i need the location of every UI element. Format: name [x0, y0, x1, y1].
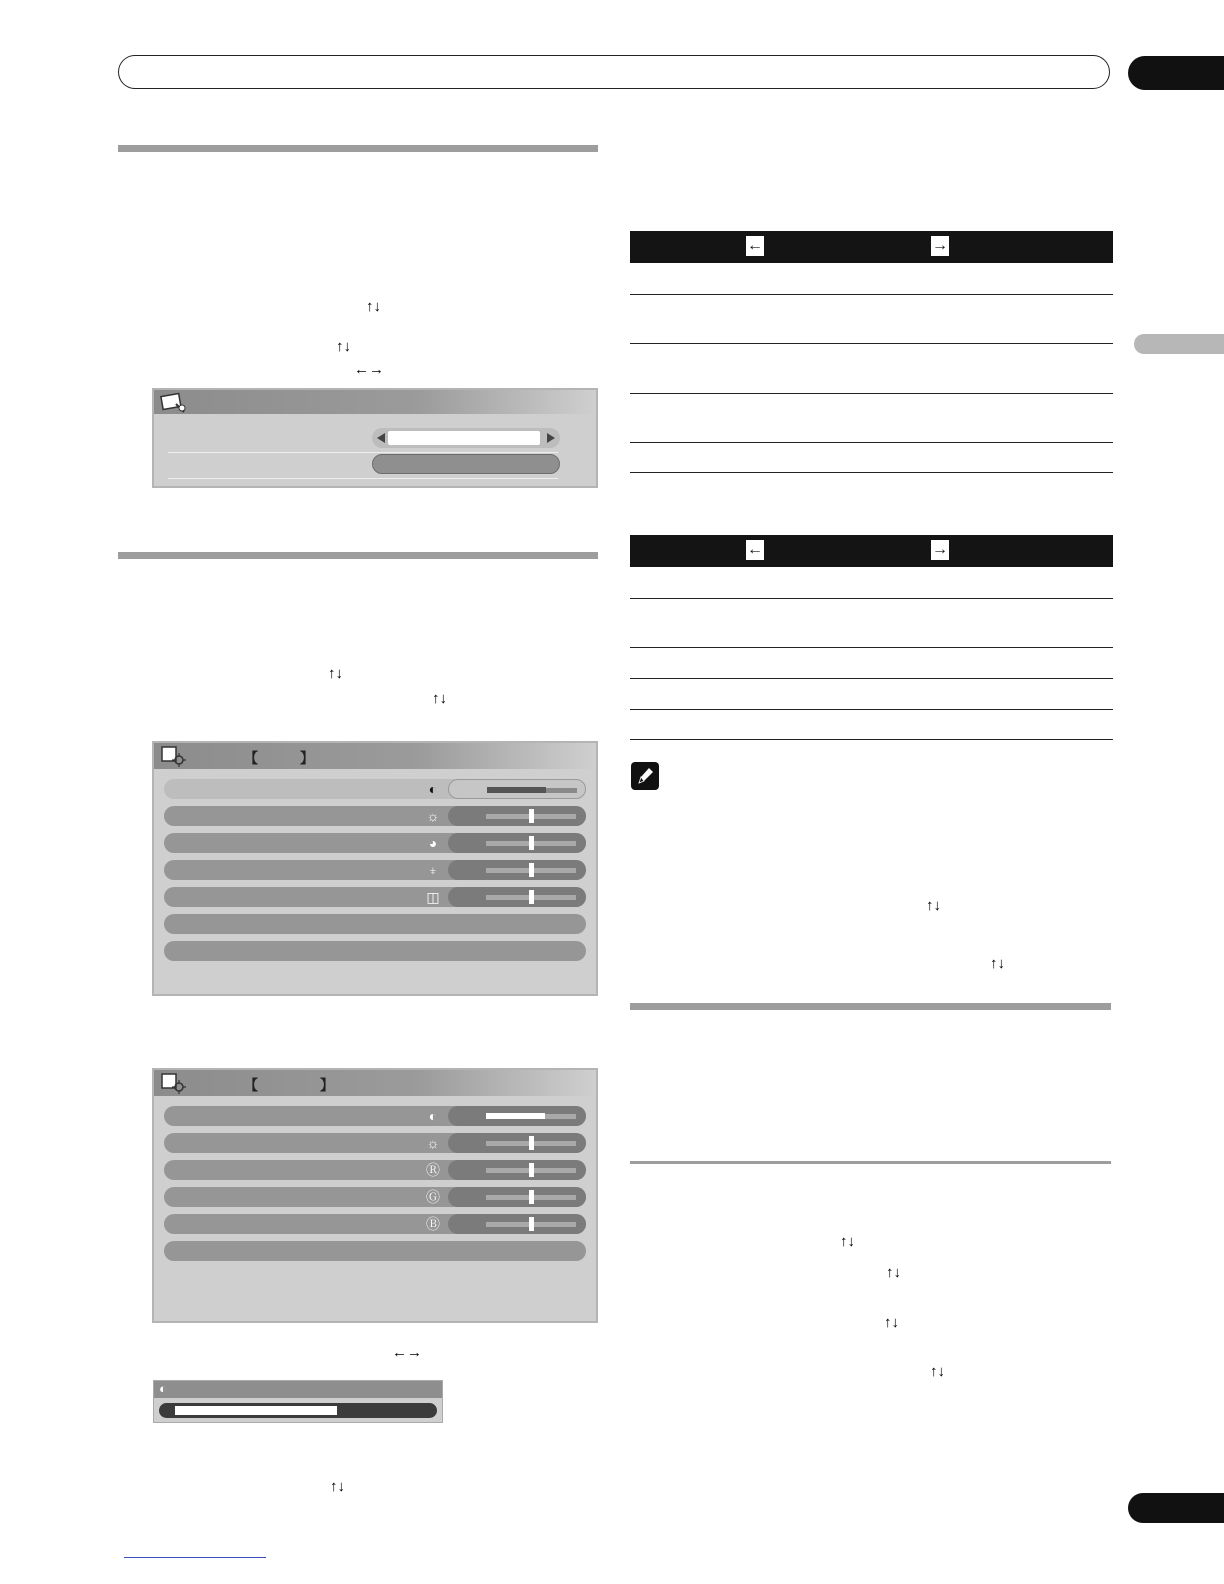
right-arrow-icon: → — [932, 237, 948, 254]
table-row-divider — [630, 343, 1113, 344]
blue-channel-icon: Ⓑ — [426, 1216, 440, 1232]
right-arrow-icon: → — [932, 541, 948, 558]
updown-arrows-icon: ↑↓ — [328, 665, 343, 682]
table-row-divider — [630, 678, 1113, 679]
brightness-icon: ☼ — [426, 1135, 440, 1151]
red-row[interactable] — [164, 1160, 586, 1180]
slider-fill — [487, 787, 546, 793]
blue-row[interactable] — [164, 1214, 586, 1234]
picture-adjust-icon — [160, 745, 186, 767]
menu-button[interactable] — [372, 454, 560, 474]
slider-knob[interactable] — [529, 890, 534, 904]
contrast-icon: ◐ — [159, 1381, 167, 1396]
page-number-tab — [1128, 1493, 1224, 1523]
menu-row[interactable] — [164, 1241, 586, 1261]
left-arrow-icon: ← — [747, 237, 763, 254]
updown-arrows-icon: ↑↓ — [432, 690, 447, 707]
adjust-slider[interactable] — [159, 1403, 437, 1418]
brightness-row[interactable] — [164, 1133, 586, 1153]
table-header — [630, 535, 1113, 567]
subsection-divider — [630, 1161, 1111, 1164]
section-divider — [118, 145, 598, 152]
table-row-divider — [630, 442, 1113, 443]
left-arrow-icon: ← — [747, 541, 763, 558]
updown-arrows-icon: ↑↓ — [330, 1478, 345, 1495]
updown-arrows-icon: ↑↓ — [884, 1314, 899, 1331]
slider-knob[interactable] — [529, 863, 534, 877]
section-divider — [630, 1003, 1111, 1010]
contrast-row[interactable] — [164, 779, 586, 799]
tint-icon: ⍖ — [428, 862, 438, 878]
slider-knob[interactable] — [529, 1217, 534, 1231]
table-row-divider — [630, 393, 1113, 394]
option-selector[interactable] — [372, 428, 560, 448]
slider-well — [448, 779, 586, 799]
brightness-icon: ☼ — [426, 808, 440, 824]
updown-arrows-icon: ↑↓ — [336, 338, 351, 355]
picture-menu-screen — [152, 741, 598, 996]
adjust-title-bar — [154, 1381, 442, 1398]
contrast-adjust-bar — [153, 1380, 443, 1423]
adjust-slider-fill — [175, 1406, 337, 1415]
picture-menu-screen — [152, 1068, 598, 1323]
updown-arrows-icon: ↑↓ — [366, 298, 381, 315]
slider-knob[interactable] — [529, 809, 534, 823]
chapter-tab — [1128, 56, 1224, 90]
red-channel-icon: Ⓡ — [426, 1162, 440, 1178]
slider-knob[interactable] — [529, 1136, 534, 1150]
side-index-tab — [1134, 334, 1224, 354]
menu-title-bar — [154, 390, 596, 414]
chevron-right-icon[interactable] — [546, 432, 556, 444]
setup-menu-screen — [152, 388, 598, 488]
note-pencil-icon — [631, 762, 659, 790]
bracket-right: 】 — [300, 750, 314, 766]
bracket-left: 【 — [244, 1077, 258, 1093]
tv-tools-icon — [160, 392, 186, 414]
color-icon: ◕ — [428, 835, 438, 851]
table-row-divider — [630, 647, 1113, 648]
header-bar — [118, 55, 1110, 89]
green-channel-icon: Ⓖ — [426, 1189, 440, 1205]
table-row-divider — [630, 294, 1113, 295]
picture-adjust-icon — [160, 1072, 186, 1094]
menu-row[interactable] — [164, 914, 586, 934]
slider-well — [448, 1160, 586, 1180]
updown-arrows-icon: ↑↓ — [840, 1233, 855, 1250]
bracket-left: 【 — [244, 750, 258, 766]
menu-separator — [168, 452, 558, 453]
slider-knob[interactable] — [529, 1163, 534, 1177]
leftright-arrows-icon: ←→ — [392, 1344, 422, 1361]
updown-arrows-icon: ↑↓ — [930, 1363, 945, 1380]
chevron-left-icon[interactable] — [376, 432, 386, 444]
menu-row[interactable] — [164, 941, 586, 961]
slider-well — [448, 806, 586, 826]
table-row-divider — [630, 709, 1113, 710]
menu-title-bar — [154, 1070, 596, 1096]
menu-title-bar — [154, 743, 596, 769]
color-row[interactable] — [164, 833, 586, 853]
slider-fill — [486, 1113, 545, 1119]
sharpness-row[interactable] — [164, 887, 586, 907]
contrast-icon: ◐ — [428, 1108, 438, 1124]
updown-arrows-icon: ↑↓ — [990, 955, 1005, 972]
slider-well — [448, 833, 586, 853]
section-divider — [118, 552, 598, 559]
slider-well — [448, 1133, 586, 1153]
brightness-row[interactable] — [164, 806, 586, 826]
slider-well — [448, 887, 586, 907]
table-row-divider — [630, 472, 1113, 473]
slider-well — [448, 860, 586, 880]
updown-arrows-icon: ↑↓ — [886, 1264, 901, 1281]
contrast-icon: ◐ — [428, 781, 438, 797]
table-row-divider — [630, 739, 1113, 740]
menu-separator — [168, 478, 558, 479]
sharpness-icon: ◫ — [426, 889, 440, 905]
slider-knob[interactable] — [529, 836, 534, 850]
slider-well — [448, 1187, 586, 1207]
bracket-right: 】 — [320, 1077, 334, 1093]
leftright-arrows-icon: ←→ — [354, 361, 384, 378]
slider-knob[interactable] — [529, 1190, 534, 1204]
table-row-divider — [630, 598, 1113, 599]
table-header — [630, 231, 1113, 263]
option-value-field — [388, 431, 540, 445]
tint-row[interactable] — [164, 860, 586, 880]
green-row[interactable] — [164, 1187, 586, 1207]
slider-well — [448, 1214, 586, 1234]
updown-arrows-icon: ↑↓ — [926, 897, 941, 914]
contrast-row[interactable] — [164, 1106, 586, 1126]
slider-well — [448, 1106, 586, 1126]
footer-link-line — [124, 1557, 266, 1558]
